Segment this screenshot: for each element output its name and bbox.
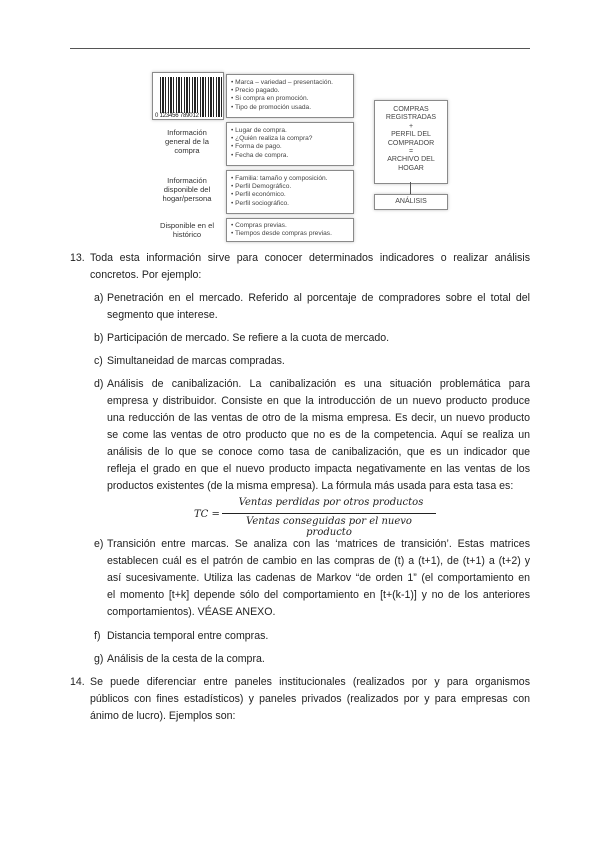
barcode-number: 0 123456 789012: [155, 113, 199, 119]
product-items-box: [226, 74, 354, 118]
purchase-items-box: [226, 122, 354, 166]
list-item: • Perfil sociográfico.: [231, 199, 290, 207]
item-14-number: 14.: [70, 676, 85, 688]
list-item: • Compras previas.: [231, 222, 287, 229]
analysis-label: ANÁLISIS: [395, 198, 427, 205]
item-f-label: f): [94, 630, 101, 642]
list-item: • Marca – variedad – presentación.: [231, 79, 334, 86]
item-g-text: Análisis de la cesta de la compra.: [107, 653, 265, 665]
records-box-text: COMPRAS REGISTRADAS + PERFIL DEL COMPRADOR = ARCHIVO DEL HOGAR: [385, 106, 437, 172]
records-box: [374, 100, 448, 184]
purchase-items-list: [231, 127, 312, 160]
fraction-line: [222, 513, 436, 514]
history-items-box: [226, 218, 354, 242]
item-14-text: Se puede diferenciar entre paneles institucionales (realizados por y para organismos públicos con fines estadísticos) y paneles privados (realizados por y para empresas con ánimo de lucro). Ejemplos son:: [90, 676, 530, 722]
item-e-label: e): [94, 538, 104, 550]
list-item: • Fecha de compra.: [231, 151, 289, 159]
item-a-text: Penetración en el mercado. Referido al porcentaje de compradores sobre el total del segmento que interese.: [107, 292, 530, 321]
history-label: Disponible en el histórico: [159, 221, 215, 239]
panel-data-figure: [150, 70, 456, 242]
formula-denominator: Ventas conseguidas por el nuevo producto: [246, 516, 412, 538]
list-item: • Precio pagado.: [231, 87, 280, 95]
list-item: • Lugar de compra.: [231, 127, 287, 134]
history-items-list: [231, 222, 332, 238]
item-d-label: d): [94, 378, 104, 390]
item-f-text: Distancia temporal entre compras.: [107, 630, 269, 642]
analysis-box: [374, 194, 448, 210]
item-13-text: Toda esta información sirve para conocer determinados indicadores o realizar análisis concretos. Por ejemplo:: [90, 252, 530, 281]
list-item: • Perfil económico.: [231, 191, 286, 199]
formula-numerator: Ventas perdidas por otros productos: [238, 497, 424, 508]
list-item: • Forma de pago.: [231, 143, 282, 151]
item-b-label: b): [94, 332, 104, 344]
household-info-label: Información disponible del hogar/persona: [162, 176, 212, 203]
formula-lhs: TC =: [194, 509, 220, 520]
list-item: • Perfil Demográfico.: [231, 183, 292, 191]
list-item: • Tipo de promoción usada.: [231, 103, 312, 111]
item-13-number: 13.: [70, 252, 85, 264]
barcode-image: [160, 77, 222, 117]
item-d-text: Análisis de canibalización. La canibalización es una situación problemática para empresa y distribuidor. Consiste en que la introducción de un nuevo producto produce una reducción de las ventas de otro de la misma empresa. Es decir, un nuevo producto se come las ventas de otro producto que no es de la competencia. Aquí se realiza un análisis de lo que se conoce como tasa de canibalización, que es un indicador que refleja el grado en que el nuevo producto impacta negativamente en las ventas de los productos existentes (de la misma empresa). La fórmula más usada para esta tasa es:: [107, 378, 530, 492]
household-items-list: [231, 175, 328, 208]
item-b-text: Participación de mercado. Se refiere a la cuota de mercado.: [107, 332, 390, 344]
header-rule: [70, 48, 530, 49]
household-items-box: [226, 170, 354, 214]
item-a-label: a): [94, 292, 104, 304]
list-item: • Si compra en promoción.: [231, 95, 309, 103]
barcode-box: [152, 72, 224, 120]
item-e-text: Transición entre marcas. Se analiza con las ‘matrices de transición’. Estas matrices establecen cuál es el patrón de cambio en las compras de (t) a (t+1), de (t+1) a (t+2) y así sucesivamente. Utiliza las cadenas de Markov “de orden 1” (el comportamiento en el momento [t+k] depende sólo del comportamiento en [t+(k-1)] y no de los anteriores comportamientos). VÉASE ANEXO.: [107, 538, 530, 618]
item-g-label: g): [94, 653, 104, 665]
list-item: • ¿Quién realiza la compra?: [231, 135, 313, 143]
list-item: • Familia: tamaño y composición.: [231, 175, 328, 182]
purchase-info-label: Información general de la compra: [165, 128, 209, 155]
product-items-list: [231, 79, 333, 112]
item-c-label: c): [94, 355, 103, 367]
item-c-text: Simultaneidad de marcas compradas.: [107, 355, 285, 367]
list-item: • Tiempos desde compras previas.: [231, 230, 332, 238]
down-arrow-icon: [410, 182, 411, 194]
